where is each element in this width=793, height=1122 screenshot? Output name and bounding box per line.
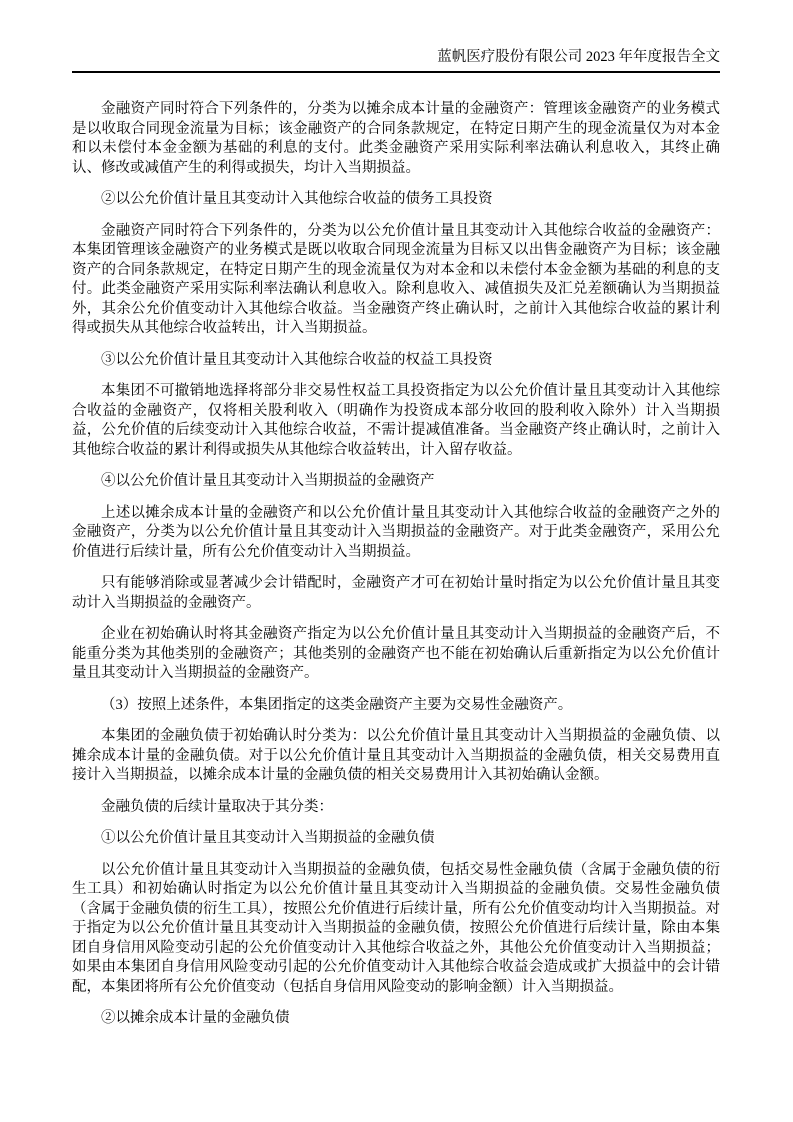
para-fvoci-debt-conditions: 金融资产同时符合下列条件的，分类为以公允价值计量且其变动计入其他综合收益的金融资产：本集团管理该金融资产的业务模式是既以收取合同现金流量为目标又以出售金融资产为目标；该金融资产的合同条款规定，在特定日期产生的现金流量仅为对本金和以未偿付本金金额为基础的利息的支付。此类金融资产采用实际利率法确认利息收入。除利息收入、减值损失及汇兑差额确认为当期损益外，其余公允价值变动计入其他综合收益。当金融资产终止确认时，之前计入其他综合收益的累计利得或损失从其他综合收益转出，计入当期损益。: [72, 222, 720, 336]
heading-amortized-cost-liabilities: ②以摊余成本计量的金融负债: [101, 1010, 290, 1026]
report-header-title: 蓝帆医疗股份有限公司 2023 年年度报告全文: [437, 49, 720, 65]
para-fvtpl-liabilities-detail: 以公允价值计量且其变动计入当期损益的金融负债，包括交易性金融负债（含属于金融负债的衍生工具）和初始确认时指定为以公允价值计量且其变动计入当期损益的金融负债。交易性金融负债（含属于金融负债的衍生工具），按照公允价值进行后续计量，所有公允价值变动均计入当期损益。对于指定为以公允价值计量且其变动计入当期损益的金融负债，按照公允价值进行后续计量，除由本集团自身信用风险变动引起的公允价值变动计入其他综合收益之外，其他公允价值变动计入当期损益；如果由本集团自身信用风险变动引起的公允价值变动计入其他综合收益会造成或扩大损益中的会计错配，本集团将所有公允价值变动（包括自身信用风险变动的影响金额）计入当期损益。: [72, 861, 720, 995]
para-amortized-cost-assets: 金融资产同时符合下列条件的，分类为以摊余成本计量的金融资产：管理该金融资产的业务模式是以收取合同现金流量为目标；该金融资产的合同条款规定，在特定日期产生的现金流量仅为对本金和以未偿付本金金额为基础的利息的支付。此类金融资产采用实际利率法确认利息收入，其终止确认、修改或减值产生的利得或损失，均计入当期损益。: [72, 101, 720, 176]
para-item-3-trading-assets: （3）按照上述条件，本集团指定的这类金融资产主要为交易性金融资产。: [101, 696, 573, 713]
heading-fvoci-equity-instruments: ③以公允价值计量且其变动计入其他综合收益的权益工具投资: [101, 351, 493, 368]
para-liabilities-subsequent-measurement: 金融负债的后续计量取决于其分类：: [101, 798, 333, 815]
heading-fvtpl-assets: ④以公允价值计量且其变动计入当期损益的金融资产: [101, 473, 435, 489]
report-header: [72, 49, 720, 73]
para-fvtpl-classification: 上述以摊余成本计量的金融资产和以公允价值计量且其变动计入其他综合收益的金融资产之外的金融资产，分类为以公允价值计量且其变动计入当期损益的金融资产。对于此类金融资产，采用公允价值进行后续计量，所有公允价值变动计入当期损益。: [72, 504, 720, 560]
para-no-reclassification: 企业在初始确认时将其金融资产指定为以公允价值计量且其变动计入当期损益的金融资产后，不能重分类为其他类别的金融资产；其他类别的金融资产也不能在初始确认后重新指定为以公允价值计量且其变动计入当期损益的金融资产。: [72, 626, 720, 681]
para-fvoci-equity-designation: 本集团不可撤销地选择将部分非交易性权益工具投资指定为以公允价值计量且其变动计入其他综合收益的金融资产，仅将相关股利收入（明确作为投资成本部分收回的股利收入除外）计入当期损益，公允价值的后续变动计入其他综合收益，不需计提减值准备。当金融资产终止确认时，之前计入其他综合收益的累计利得或损失从其他综合收益转出，计入留存收益。: [72, 383, 720, 458]
heading-fvtpl-liabilities: ①以公允价值计量且其变动计入当期损益的金融负债: [101, 830, 435, 846]
heading-fvoci-debt-instruments: ②以公允价值计量且其变动计入其他综合收益的债务工具投资: [101, 191, 493, 207]
para-accounting-mismatch: 只有能够消除或显著减少会计错配时，金融资产才可在初始计量时指定为以公允价值计量且其变动计入当期损益的金融资产。: [72, 575, 720, 611]
para-liabilities-initial-classification: 本集团的金融负债于初始确认时分类为：以公允价值计量且其变动计入当期损益的金融负债、以摊余成本计量的金融负债。对于以公允价值计量且其变动计入当期损益的金融负债，相关交易费用直接计入当期损益，以摊余成本计量的金融负债的相关交易费用计入其初始确认金额。: [72, 728, 720, 783]
document-content: [72, 73, 720, 1029]
